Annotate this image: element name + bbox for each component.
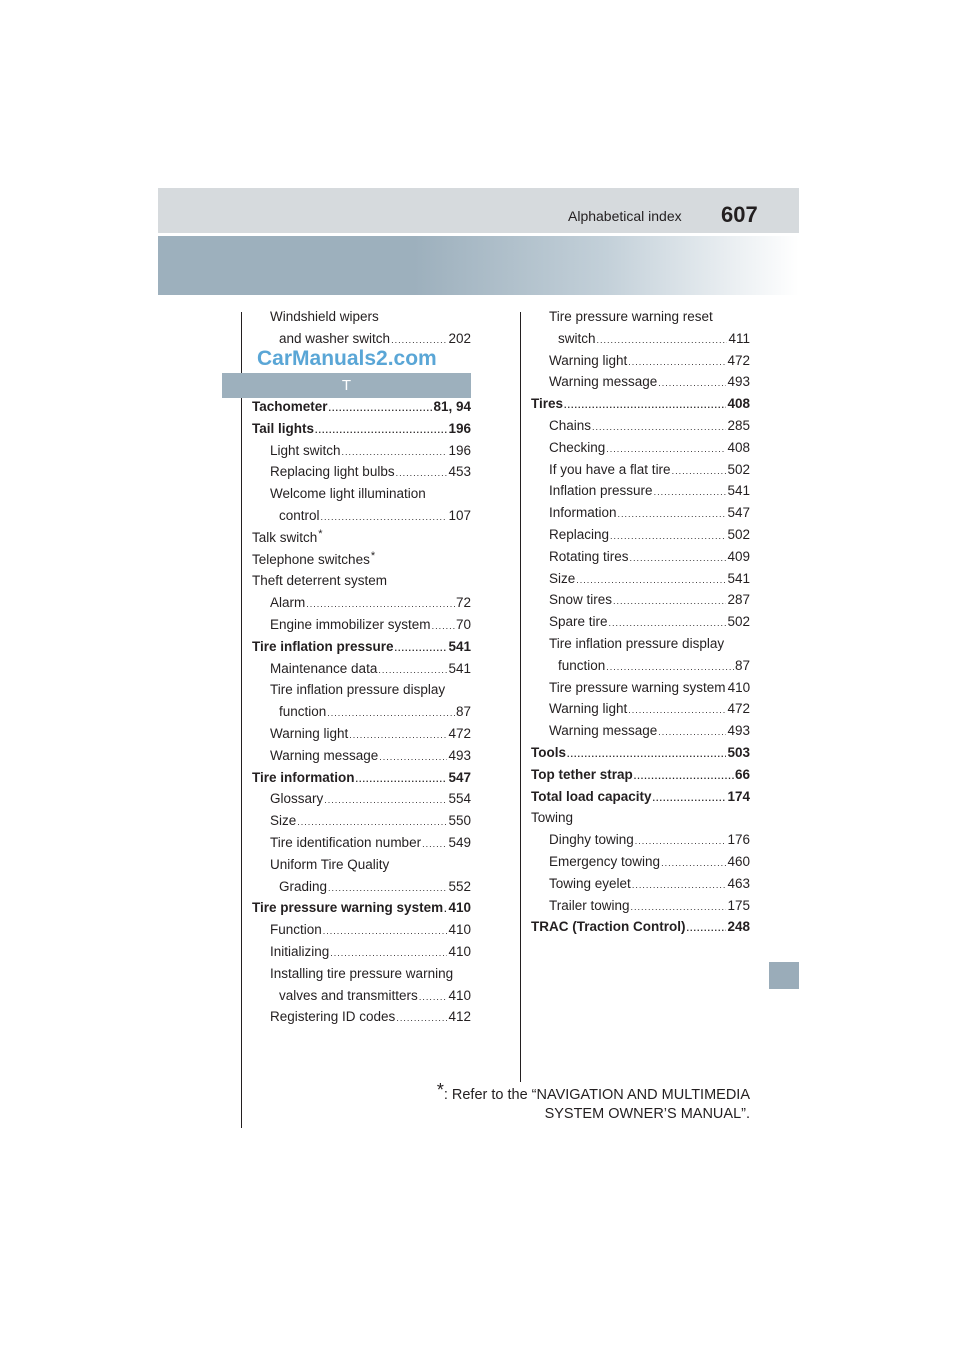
entry-page: 541 (448, 638, 471, 654)
entry-label: Towing eyelet (549, 875, 631, 891)
leader-dots (329, 398, 433, 418)
leader-dots (635, 831, 727, 851)
footnote (436, 1080, 750, 1124)
index-entry (252, 898, 471, 919)
index-entry (252, 571, 471, 591)
entry-label: If you have a flat tire (549, 461, 671, 477)
leader-dots (597, 330, 728, 350)
index-entry (270, 920, 471, 941)
leader-dots (613, 591, 726, 611)
leader-dots (628, 352, 726, 372)
entry-label: Checking (549, 439, 606, 455)
entry-page: 412 (448, 1009, 471, 1025)
entry-label: Information (549, 505, 617, 521)
entry-page: 408 (727, 439, 750, 455)
entry-label: Chains (549, 418, 592, 433)
index-entry (549, 852, 750, 873)
entry-page: 174 (727, 788, 750, 804)
index-entry (549, 481, 750, 502)
entry-label: Snow tires (549, 592, 613, 608)
entry-page: 72 (455, 595, 471, 611)
index-entry (252, 397, 471, 418)
index-entry (549, 307, 750, 327)
entry-page: 196 (448, 420, 471, 436)
leader-dots (422, 834, 447, 854)
index-entry (270, 593, 471, 614)
index-entry (252, 550, 471, 571)
entry-page: 493 (448, 747, 471, 763)
leader-dots (634, 766, 734, 786)
entry-page: 554 (448, 791, 471, 807)
entry-label: Warning light (549, 352, 628, 368)
entry-label: Replacing (549, 527, 610, 542)
entry-page: 70 (455, 617, 471, 632)
index-entry (549, 525, 750, 546)
index-entry (270, 441, 471, 462)
entry-page: 541 (727, 570, 750, 586)
leader-dots (378, 660, 447, 680)
leader-dots (391, 330, 447, 350)
index-entry (549, 612, 750, 633)
header-band (158, 236, 799, 295)
entry-label: TRAC (Traction Control) (531, 919, 686, 935)
entry-page: 410 (448, 987, 471, 1003)
leader-dots (419, 987, 448, 1007)
entry-label: Engine immobilizer system (270, 617, 431, 632)
leader-dots (315, 420, 447, 440)
index-entry (531, 743, 750, 764)
index-entry (549, 569, 750, 590)
leader-dots (349, 725, 447, 745)
entry-label: Towing (531, 810, 574, 826)
entry-page: 87 (455, 704, 471, 720)
entry-label: Spare tire (549, 614, 608, 630)
leader-dots (342, 442, 448, 462)
leader-dots (687, 918, 727, 938)
entry-page: 552 (448, 878, 471, 894)
leader-dots (576, 570, 726, 590)
index-entry (279, 877, 471, 898)
entry-page: 176 (727, 832, 750, 848)
leader-dots (396, 1008, 447, 1028)
leader-dots (606, 657, 734, 677)
entry-label: Tire pressure warning system (252, 900, 444, 916)
index-side-tab (769, 962, 799, 989)
entry-label: and washer switch (279, 330, 391, 346)
leader-dots (658, 373, 726, 393)
index-entry (558, 329, 750, 350)
leader-dots (606, 439, 726, 459)
index-entry (252, 768, 471, 789)
asterisk-icon: * (370, 549, 376, 562)
entry-page: 248 (727, 919, 750, 935)
leader-dots (630, 548, 727, 568)
entry-page: 549 (448, 835, 471, 850)
entry-label: Dinghy towing (549, 832, 634, 848)
leader-dots (628, 700, 726, 720)
entry-label: Initializing (270, 944, 330, 959)
entry-label: Replacing light bulbs (270, 464, 395, 480)
entry-page: 463 (727, 875, 750, 891)
index-entry (549, 874, 750, 895)
footnote-line-1: : Refer to the “NAVIGATION AND MULTIMEDIA (443, 1087, 750, 1103)
index-entry (549, 438, 750, 459)
entry-page: 453 (448, 464, 471, 480)
index-entry (531, 917, 750, 938)
entry-page: 410 (448, 922, 471, 938)
index-entry (252, 637, 471, 658)
leader-dots (567, 744, 726, 764)
entry-label: Tire pressure warning system (549, 679, 726, 695)
entry-label: Inflation pressure (549, 483, 653, 499)
leader-dots (610, 526, 726, 546)
column-divider (520, 312, 521, 1082)
entry-label: Warning message (549, 723, 658, 739)
index-entry (549, 416, 750, 437)
entry-page: 408 (727, 396, 750, 412)
entry-label: Tire pressure warning reset (549, 309, 713, 324)
leader-dots (672, 461, 727, 481)
index-entry (549, 896, 750, 917)
entry-page: 502 (727, 527, 750, 542)
entry-page: 493 (727, 374, 750, 390)
entry-label: Total load capacity (531, 788, 652, 804)
entry-label: Warning light (270, 726, 349, 741)
index-entry (270, 307, 471, 327)
index-entry (279, 702, 471, 723)
watermark: CarManuals2.com (257, 347, 437, 370)
entry-label: Welcome light illumination (270, 486, 426, 502)
index-entry (549, 678, 750, 699)
index-entry (558, 656, 750, 677)
asterisk-icon: * (318, 527, 323, 540)
entry-label: Talk switch (252, 529, 318, 545)
index-entry (270, 855, 471, 875)
entry-label: Windshield wipers (270, 309, 379, 324)
leader-dots (321, 507, 448, 527)
leader-dots (323, 921, 448, 941)
entry-page: 285 (727, 418, 750, 433)
page-number: 607 (721, 202, 758, 227)
index-entry (531, 787, 750, 808)
index-entry (549, 634, 750, 654)
entry-page: 411 (728, 330, 750, 346)
index-entry (549, 590, 750, 611)
index-entry (252, 528, 471, 549)
index-entry (549, 699, 750, 720)
index-entry (270, 833, 471, 854)
index-entry (279, 986, 471, 1007)
index-entry (270, 724, 471, 745)
entry-label: function (558, 657, 606, 673)
entry-label: Function (270, 922, 322, 938)
entry-page: 547 (448, 769, 471, 785)
entry-label: Tire inflation pressure display (549, 636, 725, 651)
entry-label: Warning message (549, 374, 658, 390)
entry-label: Warning light (549, 701, 628, 717)
entry-page: 502 (727, 461, 750, 477)
entry-label: control (279, 508, 320, 523)
entry-label: Grading (279, 878, 328, 894)
entry-page: 502 (727, 614, 750, 630)
entry-label: Emergency towing (549, 854, 661, 869)
entry-page: 541 (448, 660, 471, 676)
leader-dots (654, 482, 727, 502)
page-title: Alphabetical index (568, 208, 682, 224)
leader-dots (592, 417, 726, 437)
entry-page: 460 (727, 854, 750, 869)
entry-page: 472 (727, 701, 750, 717)
index-entry (270, 942, 471, 963)
leader-dots (632, 875, 727, 895)
index-entry (270, 680, 471, 700)
entry-page: 409 (727, 548, 750, 564)
leader-dots (324, 790, 447, 810)
entry-page: 547 (727, 505, 750, 521)
index-entry (270, 789, 471, 810)
entry-label: Trailer towing (549, 897, 630, 913)
entry-page: 410 (448, 900, 471, 916)
leader-dots (379, 747, 447, 767)
index-entry (270, 615, 471, 636)
leader-dots (618, 504, 727, 524)
entry-label: switch (558, 330, 596, 346)
entry-page: 472 (448, 726, 471, 741)
footnote-star-icon: * (436, 1080, 444, 1100)
index-entry (549, 721, 750, 742)
index-entry (270, 746, 471, 767)
entry-label: function (279, 704, 327, 720)
leader-dots (327, 703, 455, 723)
entry-label: Size (549, 570, 576, 586)
entry-label: Tools (531, 745, 566, 760)
entry-label: Tachometer (252, 399, 328, 414)
leader-dots (306, 594, 455, 614)
entry-page: 87 (734, 657, 750, 673)
section-letter-t: T (222, 373, 471, 398)
index-entry (549, 351, 750, 372)
entry-label: Maintenance data (270, 660, 378, 676)
entry-label: Tail lights (252, 420, 315, 436)
entry-label: Glossary (270, 791, 324, 807)
entry-label: Rotating tires (549, 548, 629, 564)
entry-page: 550 (448, 813, 471, 829)
entry-label: Warning message (270, 747, 379, 763)
leader-dots (631, 897, 727, 917)
leader-dots (328, 878, 447, 898)
entry-page: 81, 94 (433, 399, 471, 414)
entry-page: 107 (448, 508, 471, 523)
entry-page: 410 (727, 679, 751, 695)
entry-page: 472 (727, 352, 750, 368)
entry-label: Alarm (270, 595, 306, 611)
leader-dots (396, 463, 448, 483)
entry-page: 493 (727, 723, 750, 739)
index-entry (531, 765, 750, 786)
entry-label: Theft deterrent system (252, 573, 388, 589)
index-entry (279, 506, 471, 527)
leader-dots (297, 812, 447, 832)
index-entry (549, 547, 750, 568)
entry-page: 196 (448, 442, 471, 458)
index-entry (549, 830, 750, 851)
leader-dots (432, 616, 455, 636)
index-entry (549, 503, 750, 524)
footnote-line-2: SYSTEM OWNER’S MANUAL”. (544, 1106, 750, 1122)
leader-dots (395, 638, 448, 658)
entry-page: 66 (734, 766, 750, 782)
leader-dots (330, 943, 447, 963)
entry-label: Tire inflation pressure display (270, 682, 446, 698)
entry-label: Top tether strap (531, 766, 633, 782)
header-bar (158, 188, 799, 233)
entry-page: 202 (448, 330, 471, 346)
entry-label: Tire identification number (270, 835, 422, 850)
index-entry (270, 484, 471, 504)
leader-dots (356, 769, 448, 789)
entry-label: Size (270, 813, 297, 829)
left-margin-rule (241, 312, 242, 1128)
entry-label: Tire inflation pressure (252, 638, 394, 654)
index-entry (549, 372, 750, 393)
entry-page: 503 (727, 745, 750, 760)
leader-dots (653, 788, 727, 808)
leader-dots (661, 853, 726, 873)
entry-label: Telephone switches (252, 551, 370, 567)
entry-page: 175 (727, 897, 750, 913)
leader-dots (444, 899, 447, 919)
entry-page: 287 (727, 592, 750, 608)
index-entry (549, 460, 750, 481)
leader-dots (658, 722, 726, 742)
index-entry (270, 659, 471, 680)
index-entry (270, 811, 471, 832)
leader-dots (564, 395, 726, 415)
entry-label: Uniform Tire Quality (270, 856, 390, 872)
entry-label: Tires (531, 396, 564, 412)
index-entry (270, 1007, 471, 1028)
entry-label: Light switch (270, 442, 341, 458)
entry-label: Tire information (252, 769, 355, 785)
index-entry (270, 964, 471, 984)
index-entry (270, 462, 471, 483)
index-entry (252, 419, 471, 440)
index-entry (531, 394, 750, 415)
entry-page: 410 (448, 944, 471, 959)
index-entry (279, 329, 471, 350)
index-entry (531, 808, 750, 828)
leader-dots (609, 613, 727, 633)
entry-label: valves and transmitters (279, 987, 418, 1003)
entry-label: Installing tire pressure warning (270, 965, 454, 981)
entry-label: Registering ID codes (270, 1009, 396, 1025)
entry-page: 541 (727, 483, 750, 499)
